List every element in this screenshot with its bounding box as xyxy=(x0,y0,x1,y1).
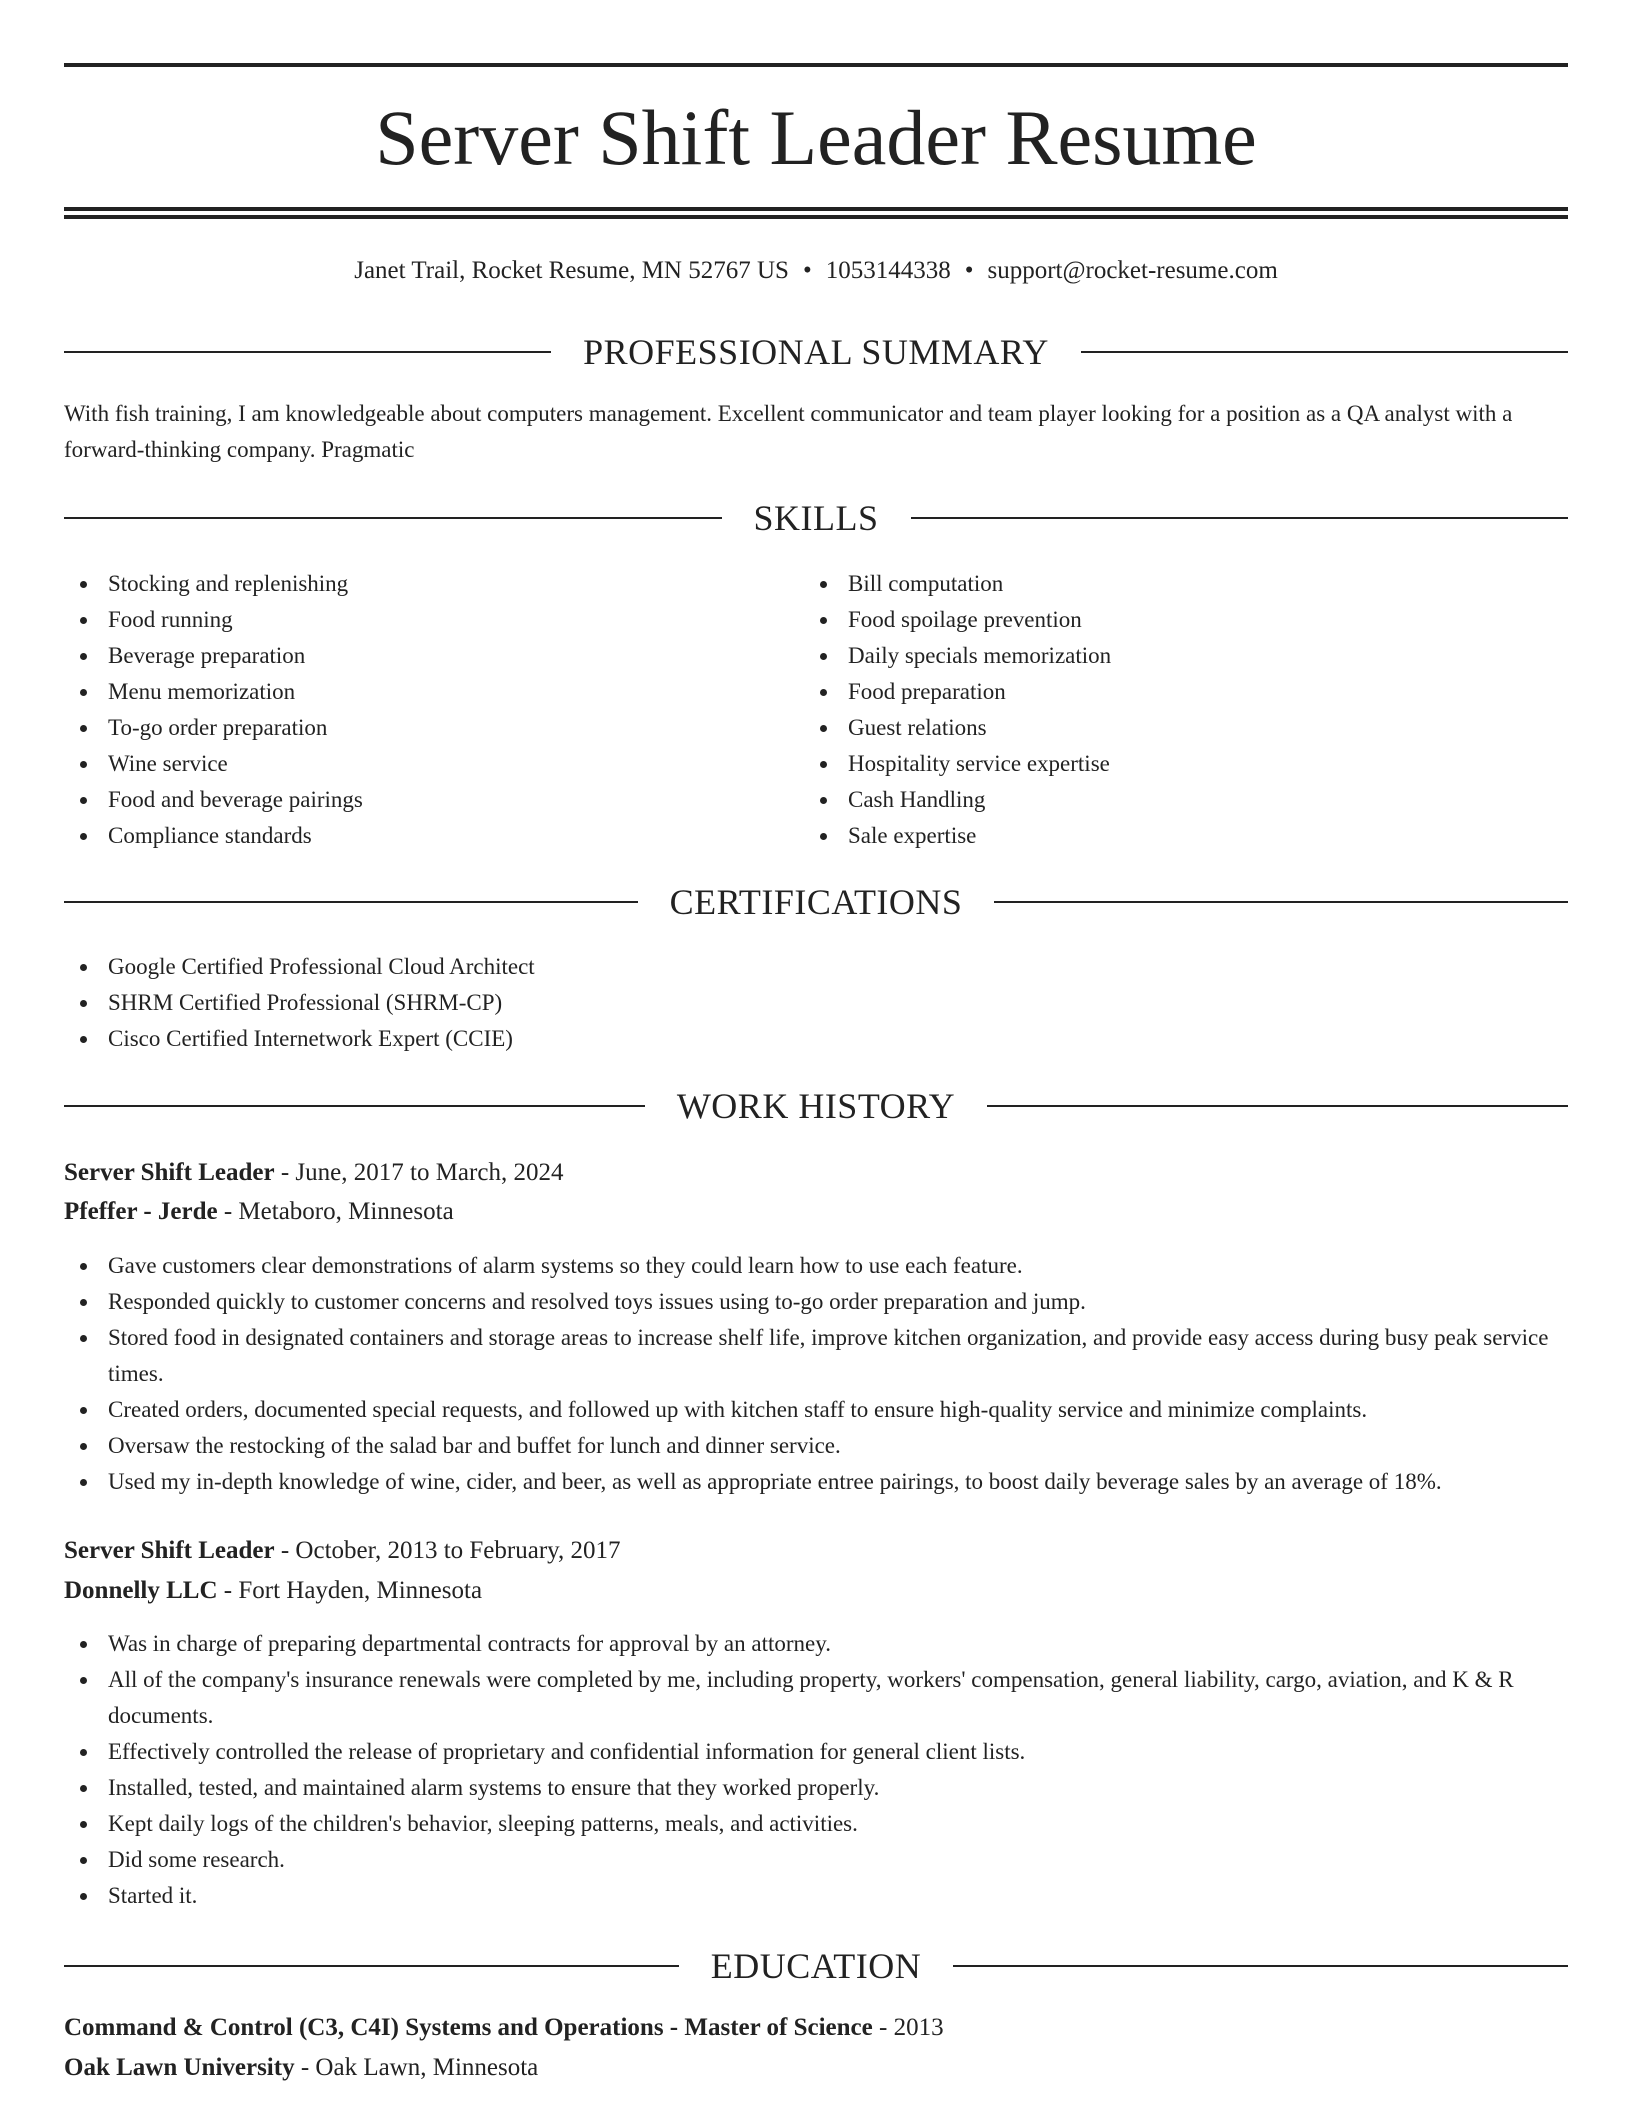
skill-item: Sale expertise xyxy=(804,818,1544,854)
job-duty: Effectively controlled the release of proprietary and confidential information for general client lists. xyxy=(64,1734,1568,1770)
contact-line xyxy=(64,254,1568,288)
contact-separator: • xyxy=(964,257,974,284)
skill-item: Food spoilage prevention xyxy=(804,602,1544,638)
skill-item: Food running xyxy=(64,602,804,638)
summary-text: With fish training, I am knowledgeable about computers management. Excellent communicator and team player looking for a position as a QA analyst with a forward-thinking company. Pragmatic xyxy=(64,401,1513,462)
divider-line xyxy=(911,517,1569,519)
title-rule-lower xyxy=(64,215,1568,219)
job-company-line xyxy=(64,1193,1568,1231)
divider-line xyxy=(994,901,1568,903)
divider-line xyxy=(64,517,722,519)
job-duty: Created orders, documented special requests, and followed up with kitchen staff to ensure high-quality service and minimize complaints. xyxy=(64,1392,1568,1428)
summary-heading xyxy=(64,330,1568,374)
skill-item: Food and beverage pairings xyxy=(64,782,804,818)
section-title: CERTIFICATIONS xyxy=(669,882,963,922)
skill-item: Compliance standards xyxy=(64,818,804,854)
resume-title: Server Shift Leader Resume xyxy=(375,94,1257,181)
skill-item: Food preparation xyxy=(804,674,1544,710)
skill-item: Cash Handling xyxy=(804,782,1544,818)
title-rule-upper xyxy=(64,207,1568,211)
job-duties-list xyxy=(64,1626,1568,1914)
divider-line xyxy=(64,901,638,903)
skill-item: Menu memorization xyxy=(64,674,804,710)
job-duties-list xyxy=(64,1248,1568,1500)
divider-line xyxy=(64,1105,645,1107)
certifications-list xyxy=(64,949,1568,1057)
education-heading xyxy=(64,1944,1568,1988)
skill-item: To-go order preparation xyxy=(64,710,804,746)
skill-item: Guest relations xyxy=(804,710,1544,746)
job-duty: All of the company's insurance renewals were completed by me, including property, workers' compensation, general liability, cargo, aviation, and K & R documents. xyxy=(64,1662,1568,1734)
job-duty: Kept daily logs of the children's behavior, sleeping patterns, meals, and activities. xyxy=(64,1806,1568,1842)
job-duty: Oversaw the restocking of the salad bar and buffet for lunch and dinner service. xyxy=(64,1428,1568,1464)
skill-item: Stocking and replenishing xyxy=(64,566,804,602)
job-duty: Responded quickly to customer concerns and resolved toys issues using to-go order preparation and jump. xyxy=(64,1284,1568,1320)
job-location: - Fort Hayden, Minnesota xyxy=(217,1577,483,1604)
certification-item: SHRM Certified Professional (SHRM-CP) xyxy=(64,985,1568,1021)
contact-email: support@rocket-resume.com xyxy=(987,257,1278,284)
education-degree: Command & Control (C3, C4I) Systems and Operations - Master of Science xyxy=(64,2014,873,2041)
job-duty: Stored food in designated containers and storage areas to increase shelf life, improve kitchen organization, and provide easy access during busy peak service times. xyxy=(64,1320,1568,1392)
job-company-line xyxy=(64,1572,1568,1610)
skill-item: Hospitality service expertise xyxy=(804,746,1544,782)
job-duty: Started it. xyxy=(64,1878,1568,1914)
divider-line xyxy=(1081,351,1568,353)
skills-right-column xyxy=(804,566,1544,854)
job-duty: Used my in-depth knowledge of wine, cider, and beer, as well as appropriate entree pairings, to boost daily beverage sales by an average of 18%. xyxy=(64,1464,1568,1500)
job-title: Server Shift Leader xyxy=(64,1159,275,1186)
top-rule xyxy=(64,63,1568,67)
divider-line xyxy=(64,1965,679,1967)
divider-line xyxy=(987,1105,1568,1107)
skill-item: Beverage preparation xyxy=(64,638,804,674)
certification-item: Google Certified Professional Cloud Architect xyxy=(64,949,1568,985)
work-history-heading xyxy=(64,1084,1568,1128)
job-dates: - October, 2013 to February, 2017 xyxy=(274,1537,621,1564)
skill-item: Wine service xyxy=(64,746,804,782)
job-duty: Was in charge of preparing departmental contracts for approval by an attorney. xyxy=(64,1626,1568,1662)
contact-phone: 1053144338 xyxy=(825,257,951,284)
job-title-line xyxy=(64,1154,1568,1192)
job-company: Pfeffer - Jerde xyxy=(64,1198,218,1225)
job-duty: Did some research. xyxy=(64,1842,1568,1878)
job-duty: Installed, tested, and maintained alarm systems to ensure that they worked properly. xyxy=(64,1770,1568,1806)
education-degree-line xyxy=(64,2009,1568,2047)
education-year: - 2013 xyxy=(872,2014,944,2041)
skills-left-column xyxy=(64,566,804,854)
certification-item: Cisco Certified Internetwork Expert (CCIE) xyxy=(64,1021,1568,1057)
job-company: Donnelly LLC xyxy=(64,1577,218,1604)
divider-line xyxy=(953,1965,1568,1967)
skill-item: Bill computation xyxy=(804,566,1544,602)
job-title: Server Shift Leader xyxy=(64,1537,275,1564)
job-location: - Metaboro, Minnesota xyxy=(217,1198,454,1225)
skills-list xyxy=(64,566,1568,854)
certifications-heading xyxy=(64,880,1568,924)
divider-line xyxy=(64,351,551,353)
education-school-line xyxy=(64,2049,1568,2087)
section-title: SKILLS xyxy=(753,498,879,538)
contact-address: Janet Trail, Rocket Resume, MN 52767 US xyxy=(354,257,789,284)
job-dates: - June, 2017 to March, 2024 xyxy=(274,1159,564,1186)
section-title: WORK HISTORY xyxy=(676,1086,956,1126)
section-title: PROFESSIONAL SUMMARY xyxy=(583,332,1049,372)
education-location: - Oak Lawn, Minnesota xyxy=(294,2054,539,2081)
education-school: Oak Lawn University xyxy=(64,2054,295,2081)
section-title: EDUCATION xyxy=(710,1946,922,1986)
skill-item: Daily specials memorization xyxy=(804,638,1544,674)
skills-heading xyxy=(64,496,1568,540)
job-duty: Gave customers clear demonstrations of alarm systems so they could learn how to use each feature. xyxy=(64,1248,1568,1284)
contact-separator: • xyxy=(802,257,812,284)
job-title-line xyxy=(64,1532,1568,1570)
